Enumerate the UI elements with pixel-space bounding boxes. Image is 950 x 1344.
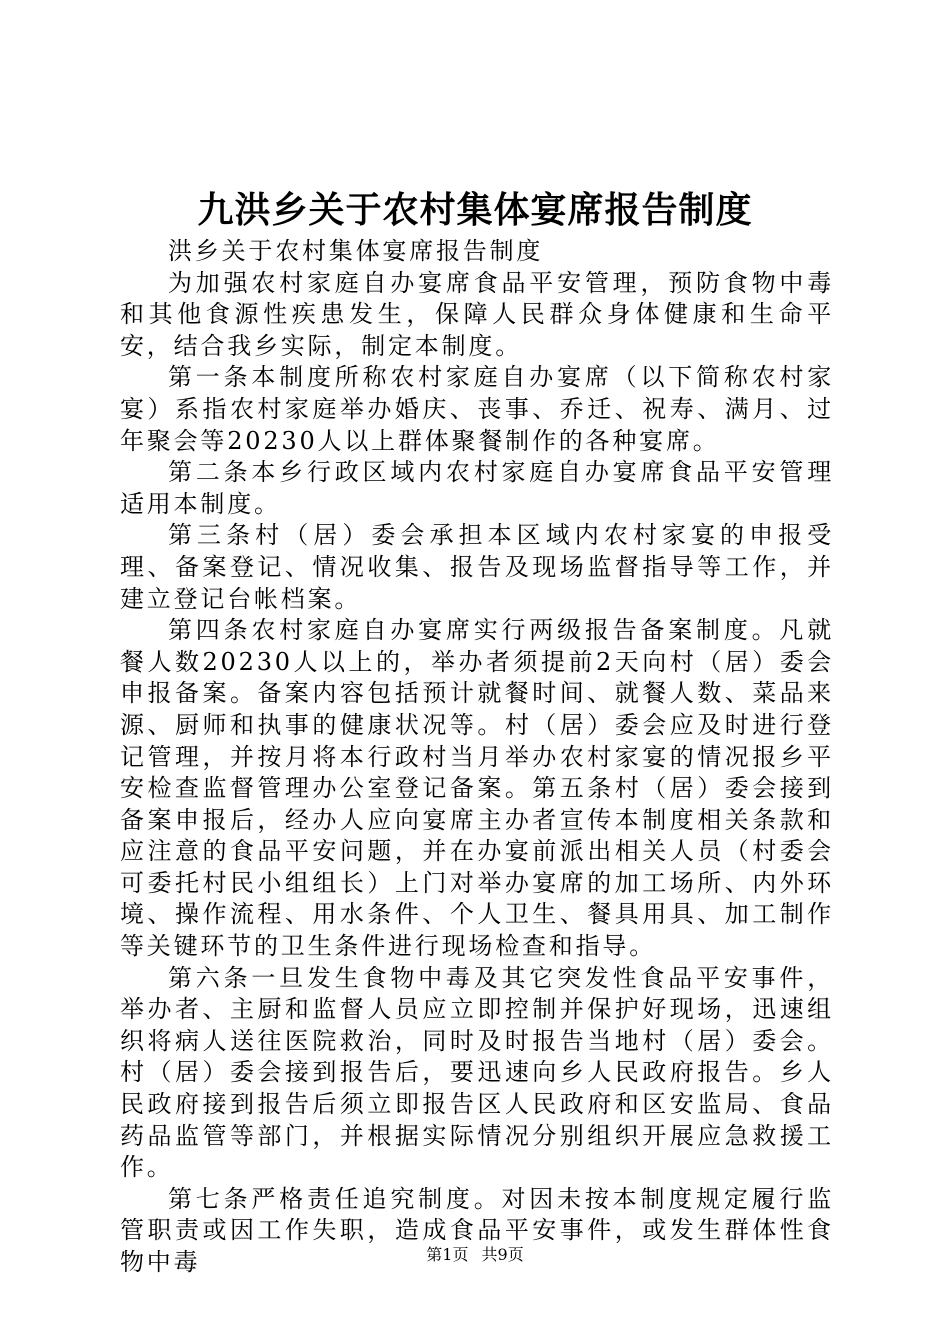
page-total: 共9页 [481, 1245, 524, 1264]
paragraph-article-6: 第六条一旦发生食物中毒及其它突发性食品平安事件，举办者、主厨和监督人员应立即控制并保护好现场，迅速组织将病人送往医院救治，同时及时报告当地村（居）委会。村（居）委会接到报告后，要迅速向乡人民政府报告。乡人民政府接到报告后须立即报告区人民政府和区安监局、食品药品监管等部门，并根据实际情况分别组织开展应急救援工作。 [120, 963, 834, 1182]
paragraph-preamble: 为加强农村家庭自办宴席食品平安管理，预防食物中毒和其他食源性疾患发生，保障人民群众身体健康和生命平安，结合我乡实际，制定本制度。 [120, 268, 834, 360]
document-title: 九洪乡关于农村集体宴席报告制度 [197, 189, 753, 231]
paragraph-article-3: 第三条村（居）委会承担本区域内农村家宴的申报受理、备案登记、情况收集、报告及现场监督指导等工作，并建立登记台帐档案。 [120, 521, 834, 613]
paragraph-article-7: 第七条严格责任追究制度。对因未按本制度规定履行监管职责或因工作失职，造成食品平安事件，或发生群体性食物中毒 [120, 1184, 834, 1276]
paragraph-article-1: 第一条本制度所称农村家庭自办宴席（以下简称农村家宴）系指农村家庭举办婚庆、丧事、乔迁、祝寿、满月、过年聚会等20230人以上群体聚餐制作的各种宴席。 [120, 363, 834, 455]
page-footer [0, 1244, 950, 1266]
paragraph-article-4-5: 第四条农村家庭自办宴席实行两级报告备案制度。凡就餐人数20230人以上的，举办者须提前2天向村（居）委会申报备案。备案内容包括预计就餐时间、就餐人数、菜品来源、厨师和执事的健康状况等。村（居）委会应及时进行登记管理，并按月将本行政村当月举办农村家宴的情况报乡平安检查监督管理办公室登记备案。第五条村（居）委会接到备案申报后，经办人应向宴席主办者宣传本制度相关条款和应注意的食品平安问题，并在办宴前派出相关人员（村委会可委托村民小组组长）上门对举办宴席的加工场所、内外环境、操作流程、用水条件、个人卫生、餐具用具、加工制作等关键环节的卫生条件进行现场检查和指导。 [120, 616, 834, 961]
paragraph-article-2: 第二条本乡行政区域内农村家庭自办宴席食品平安管理适用本制度。 [120, 458, 834, 518]
paragraph-subtitle: 洪乡关于农村集体宴席报告制度 [168, 237, 544, 265]
page-number: 第1页 [426, 1245, 469, 1264]
document-body [120, 236, 834, 1279]
